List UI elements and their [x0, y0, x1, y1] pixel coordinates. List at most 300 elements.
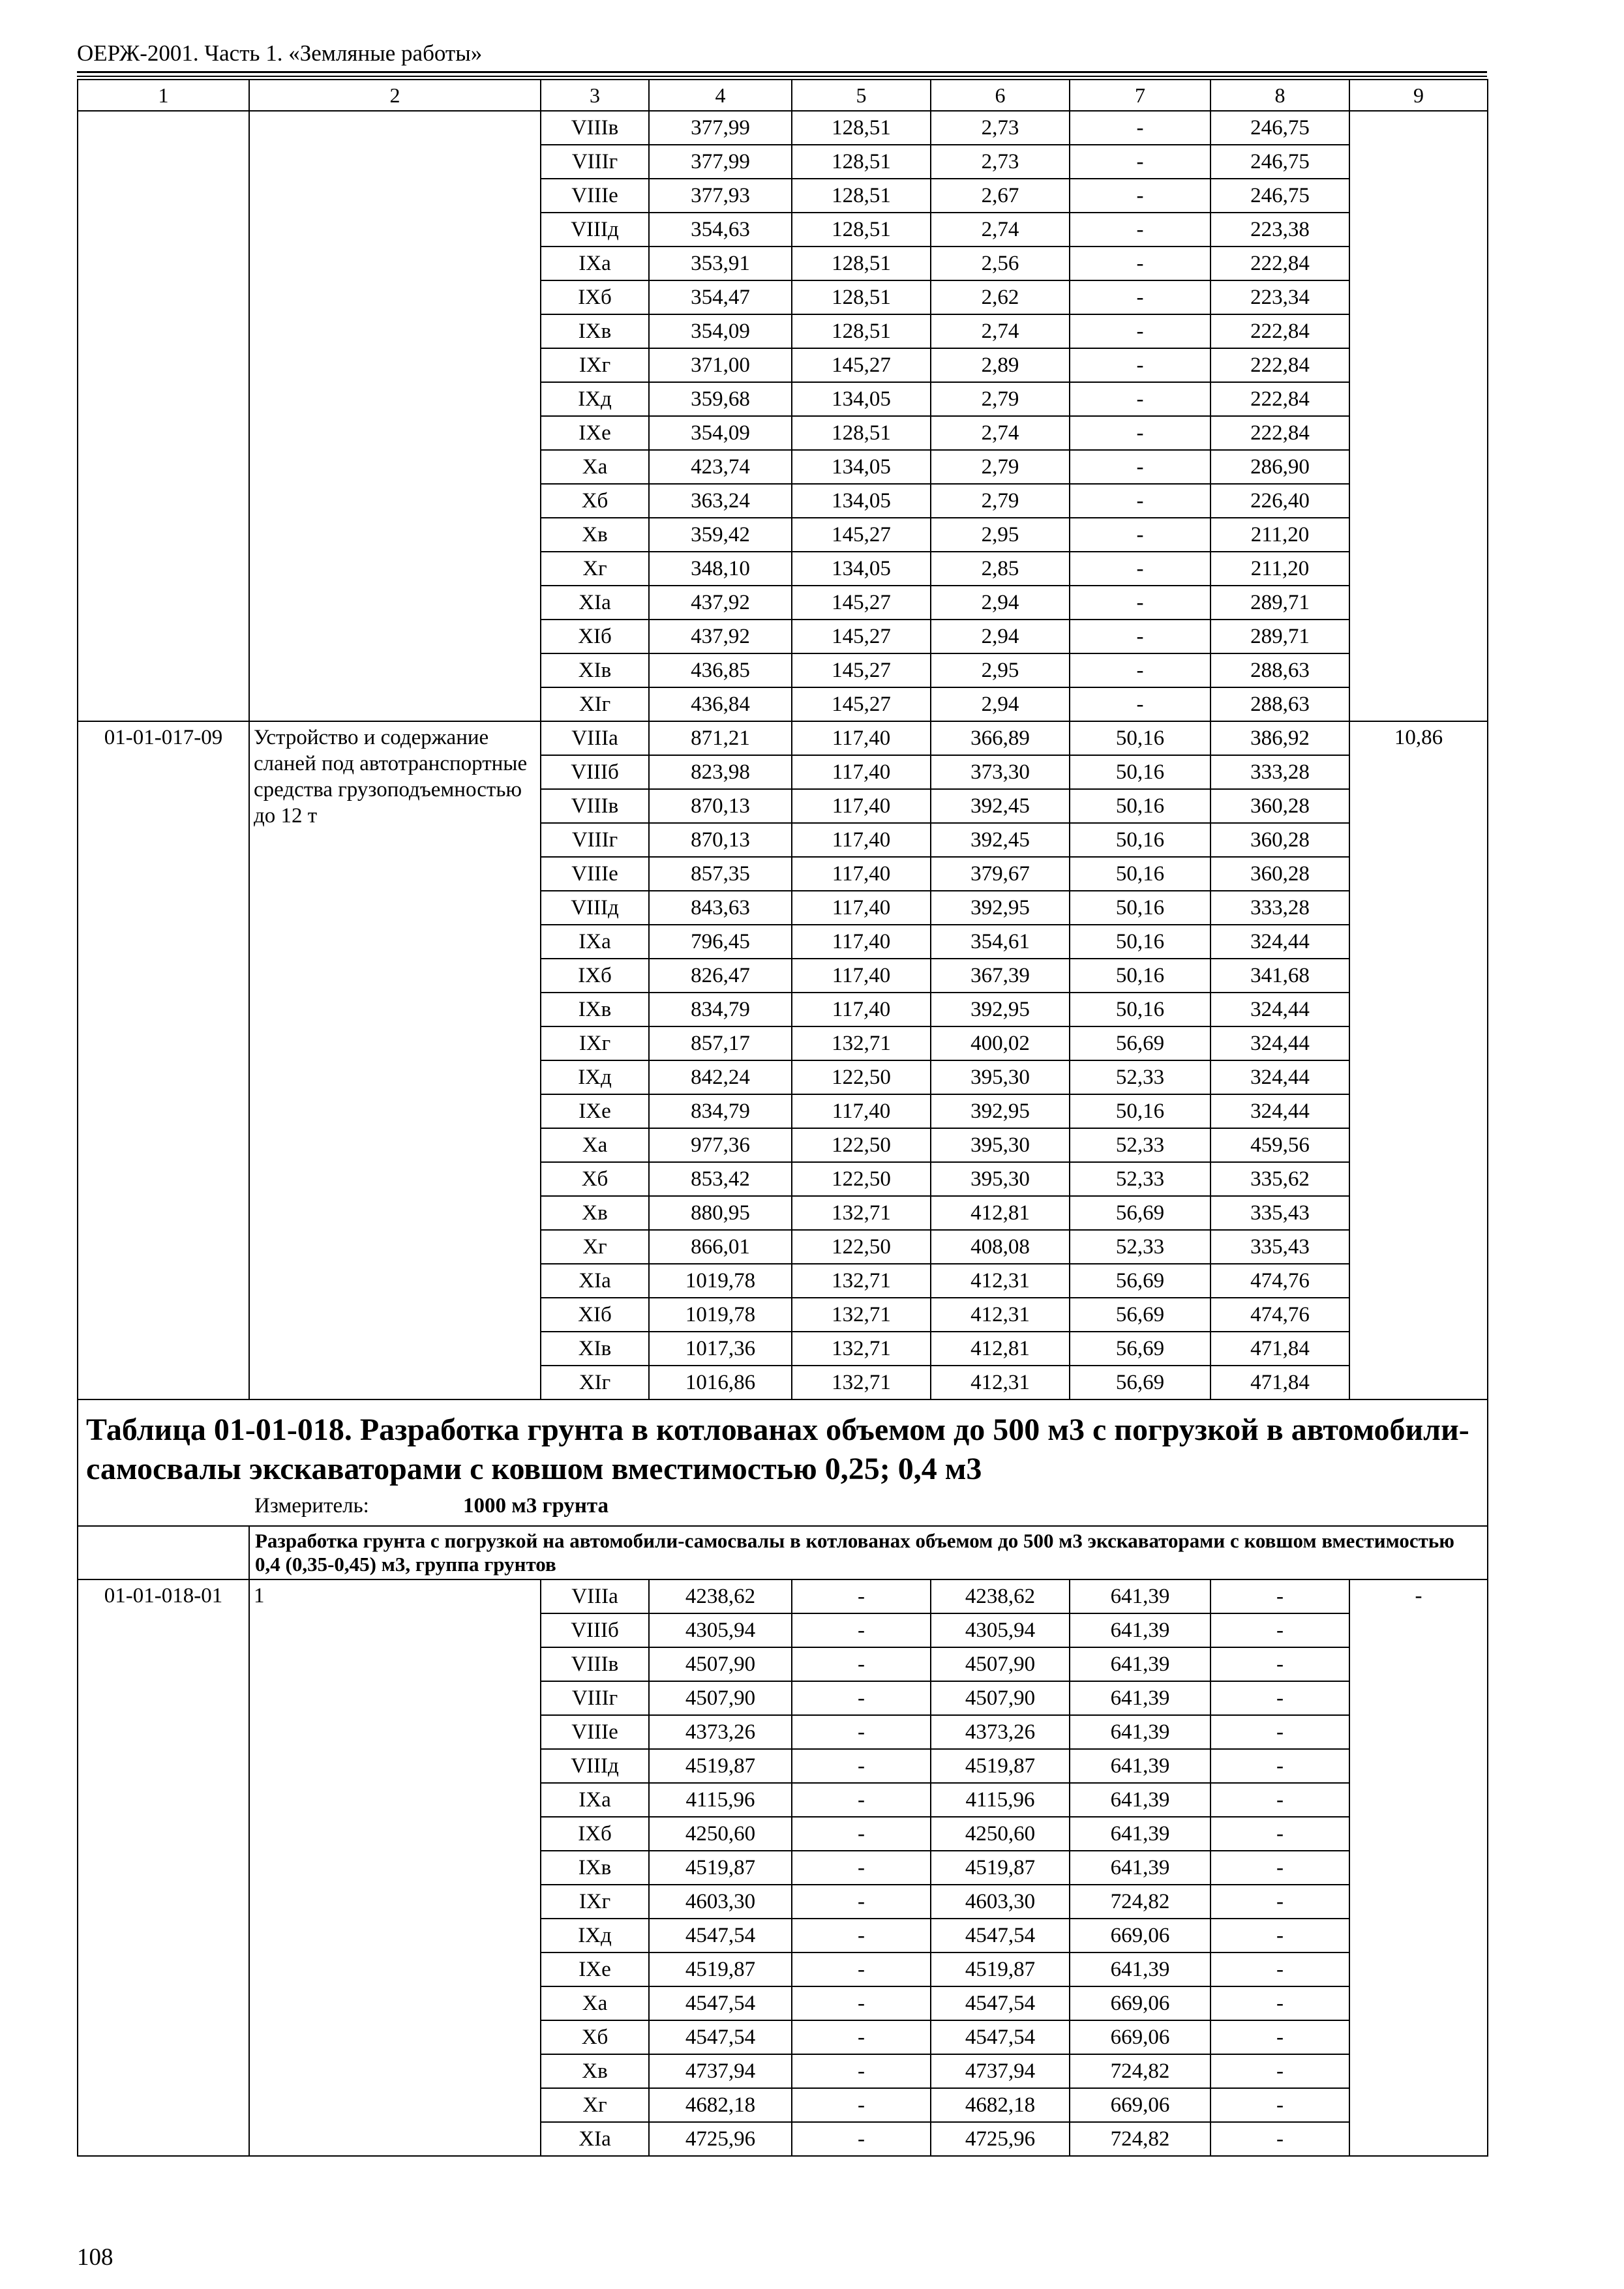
soil-group-cell: IXв [541, 993, 649, 1026]
soil-group-cell: IXв [541, 314, 649, 348]
value-cell: 117,40 [792, 755, 931, 789]
soil-group-cell: VIIIа [541, 1579, 649, 1613]
table-title-cell [78, 1399, 1488, 1526]
value-cell: 145,27 [792, 518, 931, 552]
soil-group-cell: XIг [541, 1366, 649, 1399]
soil-group-cell: Xа [541, 450, 649, 484]
rate-code-cell: 01-01-018-01 [78, 1579, 249, 2156]
value-cell: 122,50 [792, 1162, 931, 1196]
value-cell: 50,16 [1070, 959, 1210, 993]
value-cell: 371,00 [649, 348, 792, 382]
value-cell: - [1210, 1952, 1349, 1986]
soil-group-cell: Xб [541, 1162, 649, 1196]
value-cell: 132,71 [792, 1264, 931, 1298]
value-cell: 286,90 [1210, 450, 1349, 484]
soil-group-cell: XIа [541, 2122, 649, 2156]
soil-group-cell: VIIIа [541, 721, 649, 755]
value-cell: 834,79 [649, 1094, 792, 1128]
value-cell: 2,85 [931, 552, 1070, 586]
value-cell: 842,24 [649, 1060, 792, 1094]
value-cell: - [1210, 1715, 1349, 1749]
soil-group-cell: XIб [541, 620, 649, 653]
value-cell: 2,94 [931, 620, 1070, 653]
value-cell: - [792, 2122, 931, 2156]
value-cell: 132,71 [792, 1298, 931, 1332]
value-cell: 4519,87 [931, 1952, 1070, 1986]
value-cell: 377,99 [649, 111, 792, 145]
value-cell: 211,20 [1210, 552, 1349, 586]
value-cell: - [1210, 2122, 1349, 2156]
value-cell: 823,98 [649, 755, 792, 789]
value-cell: 669,06 [1070, 2020, 1210, 2054]
value-cell: 50,16 [1070, 857, 1210, 891]
soil-group-cell: Xв [541, 2054, 649, 2088]
value-cell: 132,71 [792, 1332, 931, 1366]
value-cell: - [1210, 1613, 1349, 1647]
value-cell: 641,39 [1070, 1749, 1210, 1783]
value-cell: 348,10 [649, 552, 792, 586]
value-cell: 117,40 [792, 789, 931, 823]
value-cell: 128,51 [792, 179, 931, 213]
value-cell: - [1210, 1919, 1349, 1952]
value-cell: 359,42 [649, 518, 792, 552]
value-cell: 324,44 [1210, 1026, 1349, 1060]
value-cell: 395,30 [931, 1060, 1070, 1094]
soil-group-cell: VIIIд [541, 213, 649, 247]
value-cell: 2,74 [931, 213, 1070, 247]
value-cell: 288,63 [1210, 653, 1349, 687]
value-cell: 412,81 [931, 1332, 1070, 1366]
value-cell: - [792, 1749, 931, 1783]
col9-cell: 10,86 [1349, 721, 1488, 1399]
work-name-cell: Устройство и содержание сланей под автотранспортные средства грузоподъемностью до 12 т [249, 721, 541, 1399]
soil-group-cell: Xб [541, 484, 649, 518]
rate-code-cell: 01-01-017-09 [78, 721, 249, 1399]
value-cell: - [792, 1647, 931, 1681]
value-cell: 117,40 [792, 959, 931, 993]
soil-group-cell: VIIIв [541, 789, 649, 823]
soil-group-cell: IXг [541, 348, 649, 382]
value-cell: 4519,87 [649, 1749, 792, 1783]
value-cell: 386,92 [1210, 721, 1349, 755]
value-cell: 2,67 [931, 179, 1070, 213]
soil-group-cell: XIб [541, 1298, 649, 1332]
soil-group-cell: IXе [541, 1094, 649, 1128]
value-cell: - [792, 1851, 931, 1885]
value-cell: - [1070, 111, 1210, 145]
value-cell: 392,45 [931, 789, 1070, 823]
soil-group-cell: Xа [541, 1128, 649, 1162]
soil-group-cell: VIIIб [541, 755, 649, 789]
soil-group-cell: VIIIе [541, 857, 649, 891]
page-number: 108 [77, 2244, 113, 2271]
soil-group-cell: IXб [541, 1817, 649, 1851]
value-cell: 2,89 [931, 348, 1070, 382]
value-cell: - [1210, 1681, 1349, 1715]
value-cell: 354,63 [649, 213, 792, 247]
value-cell: - [1070, 247, 1210, 280]
value-cell: 117,40 [792, 925, 931, 959]
value-cell: 977,36 [649, 1128, 792, 1162]
value-cell: - [792, 1885, 931, 1919]
value-cell: - [1070, 552, 1210, 586]
work-name-cell [249, 111, 541, 721]
value-cell: 4519,87 [931, 1851, 1070, 1885]
value-cell: 437,92 [649, 620, 792, 653]
value-cell: 843,63 [649, 891, 792, 925]
soil-group-cell: Xв [541, 1196, 649, 1230]
soil-group-cell: XIг [541, 687, 649, 721]
value-cell: - [792, 1579, 931, 1613]
header-rule-secondary [77, 76, 1487, 77]
value-cell: 4507,90 [649, 1681, 792, 1715]
value-cell: 117,40 [792, 993, 931, 1026]
value-cell: - [1070, 213, 1210, 247]
value-cell: - [1070, 450, 1210, 484]
value-cell: 128,51 [792, 145, 931, 179]
table-title: Таблица 01-01-018. Разработка грунта в котлованах объемом до 500 м3 с погрузкой в автомобили-самосвалы экскаваторами с ковшом вместимостью 0,25; 0,4 м3 [86, 1413, 1469, 1486]
value-cell: 395,30 [931, 1162, 1070, 1196]
value-cell: 4547,54 [931, 2020, 1070, 2054]
value-cell: 324,44 [1210, 1060, 1349, 1094]
soil-group-cell: Xб [541, 2020, 649, 2054]
value-cell: - [792, 2054, 931, 2088]
value-cell: 122,50 [792, 1230, 931, 1264]
value-cell: 117,40 [792, 1094, 931, 1128]
value-cell: 412,81 [931, 1196, 1070, 1230]
value-cell: 4547,54 [931, 1919, 1070, 1952]
soil-group-cell: XIа [541, 1264, 649, 1298]
table-row [78, 1579, 1488, 1613]
value-cell: 2,94 [931, 687, 1070, 721]
value-cell: 288,63 [1210, 687, 1349, 721]
value-cell: 392,45 [931, 823, 1070, 857]
value-cell: 134,05 [792, 484, 931, 518]
value-cell: 145,27 [792, 653, 931, 687]
value-cell: 222,84 [1210, 247, 1349, 280]
soil-group-cell: Xг [541, 2088, 649, 2122]
measure-unit-label: Измеритель: [254, 1494, 369, 1518]
soil-group-cell: VIIIе [541, 1715, 649, 1749]
value-cell: 134,05 [792, 382, 931, 416]
value-cell: 335,43 [1210, 1196, 1349, 1230]
value-cell: 50,16 [1070, 925, 1210, 959]
soil-group-cell: VIIIе [541, 179, 649, 213]
value-cell: 471,84 [1210, 1366, 1349, 1399]
soil-group-cell: XIа [541, 586, 649, 620]
value-cell: 641,39 [1070, 1851, 1210, 1885]
value-cell: 134,05 [792, 552, 931, 586]
value-cell: 1019,78 [649, 1298, 792, 1332]
value-cell: 870,13 [649, 789, 792, 823]
value-cell: 2,79 [931, 450, 1070, 484]
value-cell: 4519,87 [931, 1749, 1070, 1783]
col9-cell [1349, 111, 1488, 721]
value-cell: 223,38 [1210, 213, 1349, 247]
value-cell: 474,76 [1210, 1264, 1349, 1298]
value-cell: 4547,54 [649, 1986, 792, 2020]
value-cell: 853,42 [649, 1162, 792, 1196]
value-cell: 122,50 [792, 1060, 931, 1094]
value-cell: 222,84 [1210, 348, 1349, 382]
value-cell: - [1070, 687, 1210, 721]
value-cell: - [1070, 314, 1210, 348]
value-cell: 641,39 [1070, 1579, 1210, 1613]
value-cell: - [792, 1919, 931, 1952]
table-row [78, 111, 1488, 145]
value-cell: 4519,87 [649, 1851, 792, 1885]
value-cell: - [1210, 1647, 1349, 1681]
value-cell: 400,02 [931, 1026, 1070, 1060]
value-cell: 373,30 [931, 755, 1070, 789]
value-cell: - [792, 2088, 931, 2122]
value-cell: 857,17 [649, 1026, 792, 1060]
value-cell: - [1210, 1885, 1349, 1919]
value-cell: 4238,62 [931, 1579, 1070, 1613]
rate-code-cell [78, 111, 249, 721]
soil-group-cell: IXб [541, 280, 649, 314]
value-cell: - [1070, 145, 1210, 179]
value-cell: - [792, 1986, 931, 2020]
table-row [78, 721, 1488, 755]
value-cell: - [1210, 1783, 1349, 1817]
value-cell: 117,40 [792, 823, 931, 857]
value-cell: 459,56 [1210, 1128, 1349, 1162]
value-cell: 145,27 [792, 687, 931, 721]
value-cell: 56,69 [1070, 1332, 1210, 1366]
value-cell: 4250,60 [649, 1817, 792, 1851]
value-cell: - [1210, 1851, 1349, 1885]
value-cell: 366,89 [931, 721, 1070, 755]
value-cell: - [1210, 1817, 1349, 1851]
value-cell: 2,56 [931, 247, 1070, 280]
column-number-row [78, 80, 1488, 111]
value-cell: 359,68 [649, 382, 792, 416]
value-cell: 122,50 [792, 1128, 931, 1162]
value-cell: 2,73 [931, 111, 1070, 145]
value-cell: 4238,62 [649, 1579, 792, 1613]
soil-group-cell: IXд [541, 1060, 649, 1094]
value-cell: 724,82 [1070, 2122, 1210, 2156]
value-cell: 117,40 [792, 857, 931, 891]
value-cell: 4725,96 [649, 2122, 792, 2156]
value-cell: 834,79 [649, 993, 792, 1026]
value-cell: 50,16 [1070, 891, 1210, 925]
blank-cell [78, 1526, 249, 1579]
value-cell: 52,33 [1070, 1162, 1210, 1196]
soil-group-cell: VIIIг [541, 1681, 649, 1715]
value-cell: 132,71 [792, 1026, 931, 1060]
value-cell: 117,40 [792, 891, 931, 925]
value-cell: 128,51 [792, 416, 931, 450]
value-cell: 4115,96 [649, 1783, 792, 1817]
soil-group-cell: VIIIд [541, 1749, 649, 1783]
value-cell: 132,71 [792, 1196, 931, 1230]
value-cell: - [1070, 382, 1210, 416]
section-subtitle: Разработка грунта с погрузкой на автомобили-самосвалы в котлованах объемом до 500 м3 экскаваторами с ковшом вместимостью 0,4 (0,35-0,45) м3, группа грунтов [249, 1526, 1488, 1579]
value-cell: 289,71 [1210, 620, 1349, 653]
value-cell: - [1070, 416, 1210, 450]
value-cell: 354,09 [649, 314, 792, 348]
value-cell: - [1070, 653, 1210, 687]
value-cell: 1017,36 [649, 1332, 792, 1366]
soil-group-cell: Xа [541, 1986, 649, 2020]
value-cell: 437,92 [649, 586, 792, 620]
value-cell: - [1070, 179, 1210, 213]
value-cell: 408,08 [931, 1230, 1070, 1264]
value-cell: - [792, 1817, 931, 1851]
value-cell: 423,74 [649, 450, 792, 484]
value-cell: 641,39 [1070, 1647, 1210, 1681]
value-cell: 4547,54 [649, 1919, 792, 1952]
value-cell: 379,67 [931, 857, 1070, 891]
soil-group-cell: IXа [541, 247, 649, 280]
column-number-cell: 2 [249, 80, 541, 111]
value-cell: 353,91 [649, 247, 792, 280]
value-cell: 669,06 [1070, 1986, 1210, 2020]
value-cell: 2,95 [931, 518, 1070, 552]
value-cell: 333,28 [1210, 891, 1349, 925]
value-cell: 2,79 [931, 484, 1070, 518]
value-cell: 2,74 [931, 314, 1070, 348]
value-cell: 4603,30 [931, 1885, 1070, 1919]
value-cell: - [792, 2020, 931, 2054]
header-rule [77, 71, 1487, 73]
value-cell: 246,75 [1210, 179, 1349, 213]
section-subtitle-row [78, 1526, 1488, 1579]
column-number-cell: 5 [792, 80, 931, 111]
value-cell: 4507,90 [931, 1647, 1070, 1681]
value-cell: 360,28 [1210, 857, 1349, 891]
soil-group-cell: VIIIб [541, 1613, 649, 1647]
value-cell: 412,31 [931, 1298, 1070, 1332]
column-number-cell: 7 [1070, 80, 1210, 111]
value-cell: 436,85 [649, 653, 792, 687]
value-cell: 360,28 [1210, 823, 1349, 857]
value-cell: 4682,18 [931, 2088, 1070, 2122]
soil-group-cell: IXд [541, 382, 649, 416]
value-cell: 246,75 [1210, 111, 1349, 145]
soil-group-cell: XIв [541, 653, 649, 687]
value-cell: - [1070, 620, 1210, 653]
value-cell: 4305,94 [931, 1613, 1070, 1647]
value-cell: 128,51 [792, 247, 931, 280]
value-cell: 4519,87 [649, 1952, 792, 1986]
soil-group-cell: Xг [541, 1230, 649, 1264]
value-cell: 857,35 [649, 857, 792, 891]
value-cell: 222,84 [1210, 314, 1349, 348]
value-cell: - [792, 1681, 931, 1715]
value-cell: - [1070, 518, 1210, 552]
soil-group-cell: IXе [541, 416, 649, 450]
value-cell: - [1210, 2020, 1349, 2054]
soil-group-cell: VIIIг [541, 145, 649, 179]
value-cell: 128,51 [792, 111, 931, 145]
document-header-title: ОЕРЖ-2001. Часть 1. «Земляные работы» [77, 40, 483, 66]
rates-table [77, 79, 1488, 2157]
value-cell: 354,47 [649, 280, 792, 314]
column-number-cell: 3 [541, 80, 649, 111]
value-cell: 341,68 [1210, 959, 1349, 993]
value-cell: 641,39 [1070, 1681, 1210, 1715]
value-cell: 669,06 [1070, 1919, 1210, 1952]
value-cell: - [1210, 1579, 1349, 1613]
value-cell: 669,06 [1070, 2088, 1210, 2122]
value-cell: 324,44 [1210, 1094, 1349, 1128]
soil-group-cell: VIIIв [541, 111, 649, 145]
measure-unit-value: 1000 м3 грунта [463, 1494, 609, 1518]
table-title-row [78, 1399, 1488, 1526]
value-cell: 4682,18 [649, 2088, 792, 2122]
soil-group-cell: XIв [541, 1332, 649, 1366]
value-cell: 4603,30 [649, 1885, 792, 1919]
value-cell: 471,84 [1210, 1332, 1349, 1366]
soil-group-cell: IXа [541, 1783, 649, 1817]
value-cell: 4547,54 [931, 1986, 1070, 2020]
value-cell: - [792, 1613, 931, 1647]
value-cell: 2,94 [931, 586, 1070, 620]
value-cell: 641,39 [1070, 1715, 1210, 1749]
value-cell: - [792, 1952, 931, 1986]
value-cell: 128,51 [792, 213, 931, 247]
value-cell: 377,99 [649, 145, 792, 179]
value-cell: 641,39 [1070, 1613, 1210, 1647]
value-cell: 367,39 [931, 959, 1070, 993]
soil-group-cell: IXг [541, 1885, 649, 1919]
value-cell: 880,95 [649, 1196, 792, 1230]
value-cell: 4250,60 [931, 1817, 1070, 1851]
value-cell: 226,40 [1210, 484, 1349, 518]
soil-group-cell: VIIIд [541, 891, 649, 925]
value-cell: 134,05 [792, 450, 931, 484]
value-cell: 866,01 [649, 1230, 792, 1264]
value-cell: 52,33 [1070, 1128, 1210, 1162]
value-cell: 222,84 [1210, 382, 1349, 416]
value-cell: 128,51 [792, 314, 931, 348]
soil-group-cell: VIIIв [541, 1647, 649, 1681]
value-cell: 871,21 [649, 721, 792, 755]
value-cell: 50,16 [1070, 993, 1210, 1026]
value-cell: 2,62 [931, 280, 1070, 314]
value-cell: 52,33 [1070, 1230, 1210, 1264]
column-number-cell: 1 [78, 80, 249, 111]
soil-group-cell: IXд [541, 1919, 649, 1952]
value-cell: 354,09 [649, 416, 792, 450]
value-cell: 360,28 [1210, 789, 1349, 823]
value-cell: 333,28 [1210, 755, 1349, 789]
value-cell: - [1210, 2088, 1349, 2122]
value-cell: 2,79 [931, 382, 1070, 416]
value-cell: 354,61 [931, 925, 1070, 959]
value-cell: 870,13 [649, 823, 792, 857]
value-cell: 4547,54 [649, 2020, 792, 2054]
value-cell: 395,30 [931, 1128, 1070, 1162]
value-cell: 223,34 [1210, 280, 1349, 314]
value-cell: 2,74 [931, 416, 1070, 450]
value-cell: 56,69 [1070, 1264, 1210, 1298]
work-name-cell: 1 [249, 1579, 541, 2156]
column-number-cell: 4 [649, 80, 792, 111]
soil-group-cell: IXг [541, 1026, 649, 1060]
value-cell: 796,45 [649, 925, 792, 959]
value-cell: 1019,78 [649, 1264, 792, 1298]
value-cell: 324,44 [1210, 925, 1349, 959]
value-cell: 4373,26 [649, 1715, 792, 1749]
value-cell: 50,16 [1070, 721, 1210, 755]
value-cell: 377,93 [649, 179, 792, 213]
value-cell: - [1210, 1986, 1349, 2020]
value-cell: 145,27 [792, 348, 931, 382]
